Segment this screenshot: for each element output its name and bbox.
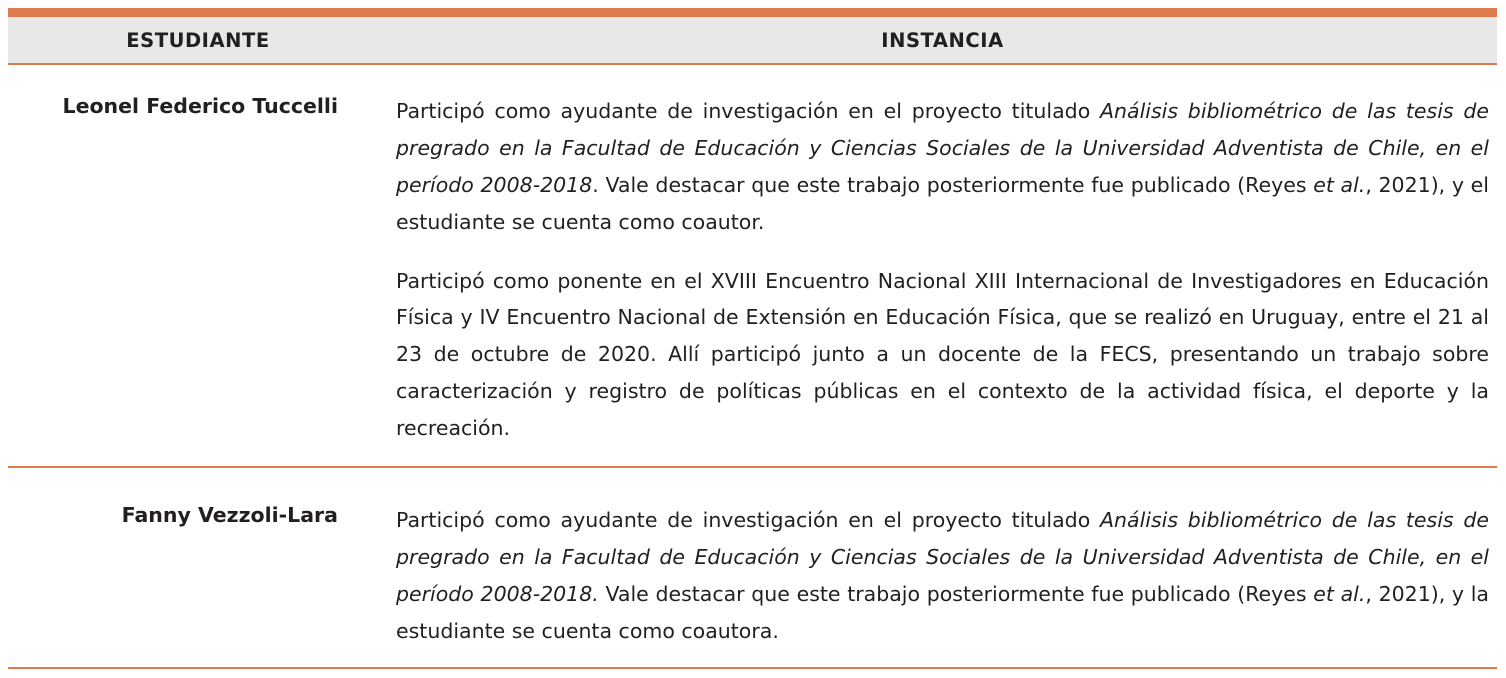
instance-paragraph xyxy=(396,263,1489,447)
instance-paragraph xyxy=(396,93,1489,241)
italic-text: et al. xyxy=(1313,172,1366,197)
table-row xyxy=(8,65,1497,468)
student-name-cell: Fanny Vezzoli-Lara xyxy=(121,503,338,527)
italic-text: et al. xyxy=(1313,581,1366,606)
body-text: . Vale destacar que este trabajo posteriormente fue publicado (Reyes xyxy=(592,172,1314,197)
body-text: , 2021), y la estudiante se cuenta como coautora. xyxy=(396,581,1489,643)
table-top-accent-rule xyxy=(8,8,1497,17)
italic-text: Análisis bibliométrico de las tesis de pregrado en la Facultad de Educación y Ciencias Sociales de la Universidad Adventista de Chile, en el período 2008-2018 xyxy=(396,99,1489,197)
body-text: Participó como ayudante de investigación en el proyecto titulado xyxy=(396,508,1101,532)
table-header-row xyxy=(8,17,1497,65)
body-text: Vale destacar que este trabajo posteriormente fue publicado (Reyes xyxy=(598,581,1314,606)
body-text: Participó como ponente en el XVIII Encuentro Nacional XIII Internacional de Investigadores en Educación Física y IV Encuentro Nacional de Extensión en Educación Física, que se realizó en Uruguay, entre el 21 al 23 de octubre de 2020. Allí participó junto a un docente de la FECS, presentando un trabajo sobre caracterización y registro de políticas públicas en el contexto de la actividad física, el deporte y la recreación. xyxy=(396,268,1489,441)
body-text: Participó como ayudante de investigación en el proyecto titulado xyxy=(396,99,1101,123)
instance-paragraph xyxy=(396,502,1489,650)
column-header-instancia: INSTANCIA xyxy=(881,28,1004,52)
body-text: , 2021), y el estudiante se cuenta como coautor. xyxy=(396,172,1489,234)
column-header-estudiante: ESTUDIANTE xyxy=(126,28,270,52)
instance-cell xyxy=(338,93,1497,447)
students-instances-table xyxy=(8,8,1497,669)
instance-cell xyxy=(338,502,1497,650)
table-row xyxy=(8,468,1497,669)
student-name-cell: Leonel Federico Tuccelli xyxy=(62,94,338,118)
italic-text: Análisis bibliométrico de las tesis de pregrado en la Facultad de Educación y Ciencias Sociales de la Universidad Adventista de Chile, en el período 2008-2018. xyxy=(396,508,1489,606)
